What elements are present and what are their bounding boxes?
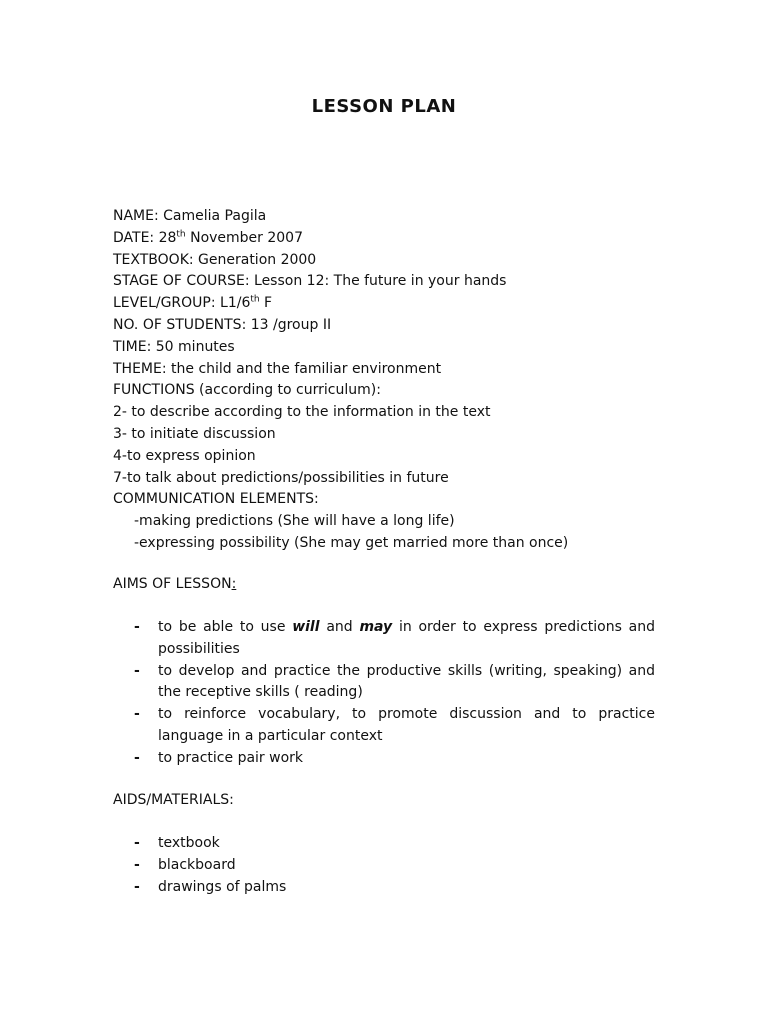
aims-list bbox=[113, 617, 655, 770]
aim-text: to develop and practice the productive skills (writing, speaking) and the receptive skills ( reading) bbox=[158, 662, 655, 701]
level-prefix: LEVEL/GROUP: L1/6 bbox=[113, 295, 251, 312]
material-item bbox=[113, 833, 655, 855]
time-field: TIME: 50 minutes bbox=[113, 338, 235, 355]
textbook-field: TEXTBOOK: Generation 2000 bbox=[113, 251, 317, 268]
material-item bbox=[113, 877, 655, 899]
aim-text: in order to express predictions and possibilities bbox=[158, 619, 655, 657]
material-item bbox=[113, 855, 655, 877]
level-suffix: F bbox=[259, 295, 273, 312]
theme-field: THEME: the child and the familiar environment bbox=[113, 360, 442, 377]
materials-heading: AIDS/MATERIALS: bbox=[113, 792, 234, 808]
aim-text: to reinforce vocabulary, to promote discussion and to practice language in a particular context bbox=[158, 706, 655, 744]
aim-item bbox=[113, 617, 655, 661]
material-text: drawings of palms bbox=[158, 878, 287, 895]
date-field bbox=[113, 228, 673, 250]
communication-item: -expressing possibility (She may get married more than once) bbox=[134, 534, 569, 551]
communication-heading: COMMUNICATION ELEMENTS: bbox=[113, 491, 319, 508]
function-item: 3- to initiate discussion bbox=[113, 425, 276, 442]
function-item: 2- to describe according to the information in the text bbox=[113, 404, 491, 421]
bullet-dash: - bbox=[134, 706, 140, 723]
aims-heading-text: AIMS OF LESSON bbox=[113, 576, 232, 592]
materials-list bbox=[113, 833, 655, 898]
material-text: textbook bbox=[158, 835, 220, 851]
level-field bbox=[113, 293, 673, 315]
aims-heading bbox=[113, 574, 236, 596]
bullet-dash: - bbox=[134, 856, 140, 873]
stage-field: STAGE OF COURSE: Lesson 12: The future in your hands bbox=[113, 273, 507, 290]
bullet-dash: - bbox=[134, 878, 140, 895]
aim-text: and bbox=[319, 619, 360, 635]
lesson-details bbox=[113, 206, 673, 555]
bullet-dash: - bbox=[134, 749, 140, 766]
keyword-may: may bbox=[359, 619, 393, 635]
bullet-dash: - bbox=[134, 835, 140, 851]
level-ordinal: th bbox=[250, 294, 260, 305]
aim-item bbox=[113, 704, 655, 748]
students-field: NO. OF STUDENTS: 13 /group II bbox=[113, 316, 332, 333]
date-suffix: November 2007 bbox=[185, 229, 303, 246]
aim-item bbox=[113, 748, 655, 770]
date-ordinal: th bbox=[176, 229, 186, 240]
aim-text: to practice pair work bbox=[158, 749, 304, 766]
bullet-dash: - bbox=[134, 662, 140, 679]
function-item: 7-to talk about predictions/possibilities in future bbox=[113, 469, 449, 486]
document-title: LESSON PLAN bbox=[311, 96, 457, 117]
bullet-dash: - bbox=[134, 619, 140, 635]
functions-heading: FUNCTIONS (according to curriculum): bbox=[113, 382, 381, 399]
material-text: blackboard bbox=[158, 856, 236, 873]
aim-text: to be able to use bbox=[158, 619, 293, 635]
aim-item bbox=[113, 661, 655, 705]
keyword-will: will bbox=[292, 619, 320, 635]
aims-heading-colon: : bbox=[231, 576, 237, 592]
function-item: 4-to express opinion bbox=[113, 447, 256, 464]
communication-item: -making predictions (She will have a long life) bbox=[134, 513, 455, 530]
date-prefix: DATE: 28 bbox=[113, 229, 177, 246]
name-field: NAME: Camelia Pagila bbox=[113, 208, 267, 224]
